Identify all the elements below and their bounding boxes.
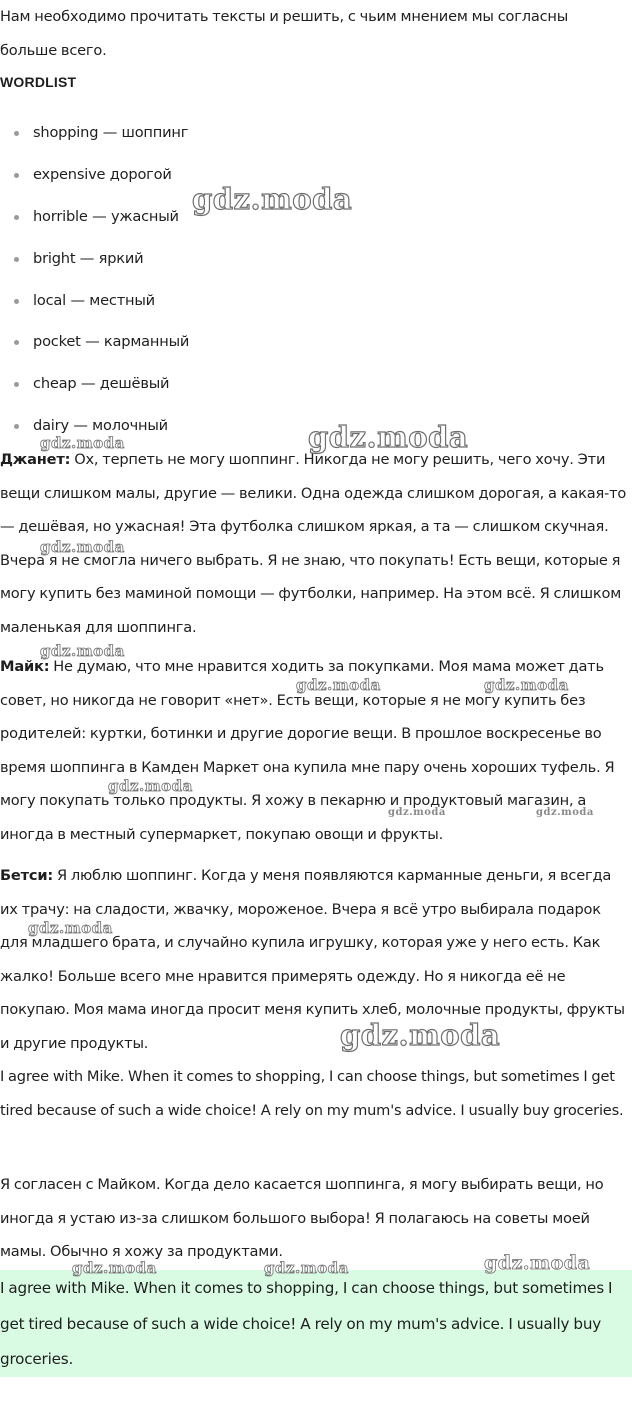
bullet-icon	[14, 340, 19, 345]
list-item-text: expensive дорогой	[33, 165, 172, 183]
watermark: gdz.moda	[40, 642, 125, 660]
bullet-icon	[14, 424, 19, 429]
wordlist	[14, 120, 189, 455]
wordlist-heading: WORDLIST	[0, 74, 77, 90]
watermark: gdz.moda	[388, 807, 446, 818]
paragraph-text: Ох, терпеть не могу шоппинг. Никогда не могу решить, чего хочу. Эти вещи слишком малы, другие — велики. Одна одежда слишком дорогая, а какая-то — дешёвая, но ужасная! Эта футболка слишком яркая, а та — слишком скучная. Вчера я не смогла ничего выбрать. Я не знаю, что покупать! Есть вещи, которые я могу купить без маминой помощи — футболки, например. На этом всё. Я слишком маленькая для шоппинга.	[0, 451, 627, 636]
list-item	[14, 329, 189, 371]
answer-highlight-text: I agree with Mike. When it comes to shopping, I can choose things, but sometimes I get tired because of such a wide choice! A rely on my mum's advice. I usually buy groceries.	[0, 1279, 613, 1368]
bullet-icon	[14, 131, 19, 136]
bullet-icon	[14, 382, 19, 387]
paragraph-text: Я люблю шоппинг. Когда у меня появляются карманные деньги, я всегда их трачу: на сладости, жвачку, мороженое. Вчера я всё утро выбирала подарок для младшего брата, и случайно купила игрушку, которая уже у него есть. Как жалко! Больше всего мне нравится примерять одежду. Но я никогда её не покупаю. Моя мама иногда просит меня купить хлеб, молочные продукты, фрукты и другие продукты.	[0, 867, 625, 1052]
watermark: gdz.moda	[536, 807, 594, 818]
watermark: gdz.moda	[296, 676, 381, 694]
watermark: gdz.moda	[40, 538, 125, 556]
bullet-icon	[14, 299, 19, 304]
list-item	[14, 204, 189, 246]
answer-russian: Я согласен с Майком. Когда дело касается шоппинга, я могу выбирать вещи, но иногда я устаю из-за слишком большого выбора! Я полагаюсь на советы моей мамы. Обычно я хожу за продуктами.	[0, 1176, 604, 1260]
watermark: gdz.moda	[484, 1252, 591, 1274]
speaker-name: Майк:	[0, 658, 50, 675]
bullet-icon	[14, 257, 19, 262]
paragraph-betsy	[0, 859, 632, 1060]
intro-text: Нам необходимо прочитать тексты и решить, с чьим мнением мы согласны больше всего.	[0, 8, 569, 59]
list-item	[14, 371, 189, 413]
list-item	[14, 162, 189, 204]
list-item-text: shopping — шоппинг	[33, 124, 189, 141]
bullet-icon	[14, 173, 19, 178]
paragraph-janet	[0, 443, 632, 644]
speaker-name: Джанет:	[0, 451, 71, 468]
list-item-text: cheap — дешёвый	[33, 375, 170, 393]
list-item-text: horrible — ужасный	[33, 207, 179, 225]
list-item-text: dairy — молочный	[33, 417, 168, 435]
list-item-text: bright — яркий	[33, 249, 144, 267]
speaker-name: Бетси:	[0, 867, 53, 884]
watermark: gdz.moda	[72, 1259, 157, 1277]
watermark: gdz.moda	[108, 777, 193, 795]
paragraph-text: Не думаю, что мне нравится ходить за покупками. Моя мама может дать совет, но никогда не говорит «нет». Есть вещи, которые я не могу купить без родителей: куртки, ботинки и другие дорогие вещи. В прошлое воскресенье во время шоппинга в Камден Маркет она купила мне пару очень хороших туфель. Я могу покупать только продукты. Я хожу в пекарню и продуктовый магазин, а иногда в местный супермаркет, покупаю овощи и фрукты.	[0, 658, 615, 843]
paragraph-mike	[0, 650, 632, 851]
answer-english: I agree with Mike. When it comes to shopping, I can choose things, but sometimes I get tired because of such a wide choice! A rely on my mum's advice. I usually buy groceries.	[0, 1068, 624, 1119]
answer-highlight-box	[0, 1270, 632, 1377]
list-item-text: pocket — карманный	[33, 333, 190, 351]
list-item	[14, 246, 189, 288]
watermark: gdz.moda	[28, 919, 113, 937]
watermark: gdz.moda	[340, 1018, 501, 1052]
list-item	[14, 120, 189, 162]
watermark: gdz.moda	[484, 676, 569, 694]
watermark: gdz.moda	[308, 420, 469, 454]
watermark: gdz.moda	[264, 1259, 349, 1277]
bullet-icon	[14, 215, 19, 220]
watermark: gdz.moda	[40, 434, 125, 452]
list-item	[14, 288, 189, 330]
watermark: gdz.moda	[192, 182, 353, 216]
list-item-text: local — местный	[33, 291, 155, 309]
